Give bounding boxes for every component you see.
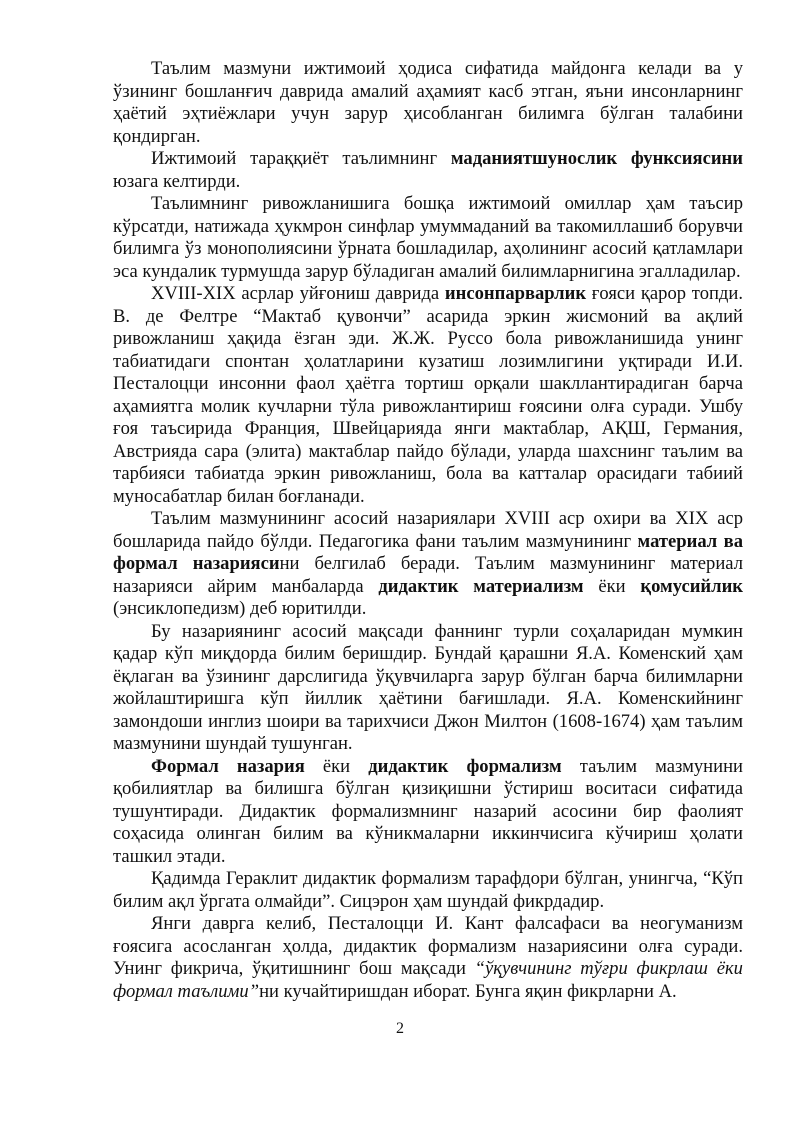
bold-term: маданиятшунослик функсиясини xyxy=(450,148,743,169)
text-run: ёки xyxy=(304,755,369,777)
paragraph xyxy=(113,283,743,508)
page-number: 2 xyxy=(396,1020,404,1037)
text-run: ёки xyxy=(583,575,641,597)
bold-term: дидактик формализм xyxy=(368,755,562,777)
paragraph xyxy=(113,148,743,193)
text-run: ни белгилаб беради. Таълим мазмунининг материал назарияси айрим манбаларда xyxy=(113,553,743,597)
text-run: Ижтимоий тараққиёт таълимнинг xyxy=(151,148,451,169)
text-run: ни кучайтиришдан иборат. Бунга яқин фикрларни А. xyxy=(259,980,677,1002)
text-run: Бу назариянинг асосий мақсади фаннинг турли соҳаларидан мумкин қадар кўп миқдорда билим беришдир. Бундай қарашни Я.А. Коменский ҳам ёқлаган ва ўзининг дарслигида ўқувчиларга зарур бўлган барча билимларни жойлаштиришга кўп йиллик ҳаётини бағишлади. Я.А. Коменскийнинг замондоши инглиз шоири ва тарихчиси Джон Милтон (1608-1674) ҳам таълим мазмунини шундай тушунган. xyxy=(113,620,743,754)
text-run: (энсиклопедизм) деб юритилди. xyxy=(113,598,367,619)
italic-quote: “ўқувчининг тўғри фикрлаш ёки формал таълими” xyxy=(113,958,743,1002)
bold-term: қомусийлик xyxy=(640,575,743,597)
paragraph xyxy=(113,868,743,913)
bold-term: Формал назария xyxy=(151,755,305,777)
text-run: таълим мазмунини қобилиятлар ва билишга бўлган қизиқишни ўстириш воситаси сифатида тушунтиради. Дидактик формализмнинг назарий асосини бир фаолият соҳасида олинган билим ва кўникмаларни иккинчисига кўчириш ҳолати ташкил этади. xyxy=(113,755,743,867)
text-run: Таълим мазмуни ижтимоий ҳодиса сифатида майдонга келади ва у ўзининг бошланғич даврида амалий аҳамият касб этган, яъни инсонларнинг ҳаётий эҳтиёжлари учун зарур ҳисобланган билимга бўлган талабини қондирган. xyxy=(113,58,743,147)
bold-term: материал ва формал назарияси xyxy=(113,530,743,574)
text-run: Қадимда Гераклит дидактик формализм тарафдори бўлган, унингча, “Кўп билим ақл ўргата олмайди”. Сицэрон ҳам шундай фикрдадир. xyxy=(113,868,743,912)
bold-term: инсонпарварлик xyxy=(444,283,587,304)
paragraph xyxy=(113,508,743,621)
paragraph xyxy=(113,913,743,1003)
text-run: Янги даврга келиб, Песталоцци И. Кант фалсафаси ва неогуманизм ғоясига асосланган ҳолда, дидактик формализм назариясини олға суради. Унинг фикрича, ўқитишнинг бош мақсади xyxy=(113,913,743,979)
text-run: Таълимнинг ривожланишига бошқа ижтимоий омиллар ҳам таъсир кўрсатди, натижада ҳукмрон синфлар умуммаданий ва такомиллашиб борувчи билимга ўз монополиясини ўрната бошладилар, аҳолининг асосий қатламлари эса кундалик турмушда зарур бўладиган амалий билимларнигина эгалладилар. xyxy=(113,193,743,282)
paragraph xyxy=(113,756,743,869)
text-run: юзага келтирди. xyxy=(113,170,241,192)
paragraph xyxy=(113,621,743,756)
paragraph xyxy=(113,58,743,148)
document-body xyxy=(113,58,743,1003)
paragraph xyxy=(113,193,743,283)
bold-term: дидактик материализм xyxy=(378,575,584,597)
text-run: XVIII-XIX асрлар уйғониш даврида xyxy=(151,283,445,304)
text-run: Таълим мазмунининг асосий назариялари XVIII аср охири ва XIX аср бошларида пайдо бўлди. Педагогика фани таълим мазмунининг xyxy=(113,508,743,552)
text-run: ғояси қарор топди. В. де Фелтре “Мактаб қувончи” асарида эркин жисмоний ва ақлий ривожланиш ҳақида ёзган эди. Ж.Ж. Руссо бола ривожланишида унинг табиатидаги спонтан ҳолатларини кузатиш лозимлигини уқтиради И.И. Песталоцци инсонни фаол ҳаётга тортиш орқали шакллантирадиган барча аҳамиятга молик кучларни тўла ривожлантириш ғоясини олға суради. Ушбу ғоя таъсирида Франция, Швейцарияда янги мактаблар, АҚШ, Германия, Австрияда сара (элита) мактаблар пайдо бўлади, уларда шахснинг таълим ва тарбияси табиатда эркин ривожланиш, бола ва катталар орасидаги табиий муносабатлар билан боғланади. xyxy=(113,283,743,507)
